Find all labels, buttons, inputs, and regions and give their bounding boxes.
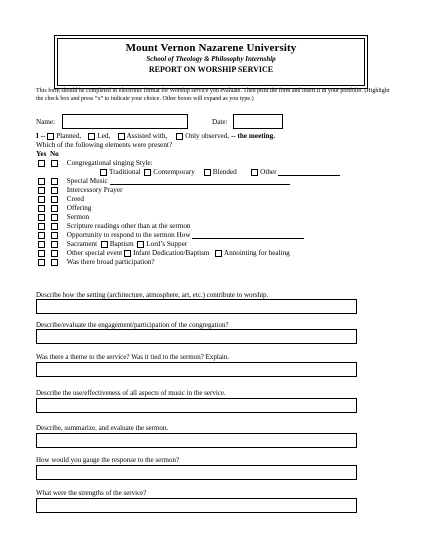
yes-checkbox[interactable] [38,178,45,185]
involvement-row [36,132,275,140]
no-checkbox[interactable] [51,205,58,212]
no-checkbox[interactable] [51,232,58,239]
answer-sermon[interactable] [36,433,357,448]
elements-question: Which of the following elements were present? [36,141,173,149]
intro-text: This form should be completed in electronic format for Worship service you evaluate. Then print the form and insert it in your portfolio. (Highlight the check box and press “x” to indicate your choice. Other boxes will expand as you type.) [36,88,390,102]
element-row-sacrament [38,240,187,248]
no-checkbox[interactable] [51,259,58,266]
element-label: Creed [66,195,84,203]
element-row-response [38,231,304,239]
yes-checkbox[interactable] [38,241,45,248]
name-label: Name: [36,118,56,126]
yes-checkbox[interactable] [38,232,45,239]
yes-checkbox[interactable] [38,160,45,167]
singing-styles-row [100,168,340,176]
no-checkbox[interactable] [51,214,58,221]
header-box [57,38,365,86]
element-row-special-event [38,249,290,257]
anointing-label: Annointing for healing [223,249,290,257]
assisted-checkbox[interactable] [118,133,125,140]
yes-checkbox[interactable] [38,187,45,194]
led-checkbox[interactable] [88,133,95,140]
element-label: Was there broad participation? [66,258,155,266]
element-row-singing [38,159,153,167]
lords-supper-checkbox[interactable] [137,241,144,248]
yes-checkbox[interactable] [38,223,45,230]
question-sermon: Describe, summarize, and evaluate the sermon. [36,424,169,432]
no-checkbox[interactable] [51,241,58,248]
name-field[interactable] [62,114,188,129]
answer-music[interactable] [36,398,357,413]
contemporary-label: Contemporary [153,168,195,176]
element-label: Special Music [66,177,108,185]
baptism-checkbox[interactable] [101,241,108,248]
involvement-suffix: -- the meeting. [230,132,276,140]
element-label: Offering [66,204,92,212]
element-label: Sacrament [66,240,98,248]
baptism-label: Baptism [109,240,134,248]
observed-checkbox[interactable] [176,133,183,140]
question-response: How would you gauge the response to the sermon? [36,456,180,464]
other-style-line[interactable] [278,169,340,176]
element-label: Congregational singing Style: [66,159,153,167]
traditional-checkbox[interactable] [100,169,107,176]
no-checkbox[interactable] [51,187,58,194]
no-checkbox[interactable] [51,178,58,185]
element-label: Other special event [66,249,123,257]
yes-checkbox[interactable] [38,214,45,221]
yes-checkbox[interactable] [38,250,45,257]
element-row-participation [38,258,155,266]
anointing-checkbox[interactable] [215,250,222,257]
yes-checkbox[interactable] [38,205,45,212]
infant-dedication-label: Infant Dedication/Baptism [133,249,210,257]
special-music-line[interactable] [110,178,290,185]
traditional-label: Traditional [109,168,141,176]
answer-theme[interactable] [36,362,357,377]
blended-label: Blended [212,168,237,176]
infant-dedication-checkbox[interactable] [124,250,131,257]
answer-response[interactable] [36,465,357,480]
yes-checkbox[interactable] [38,259,45,266]
question-music: Describe the use/effectiveness of all aspects of music in the service. [36,389,226,397]
contemporary-checkbox[interactable] [144,169,151,176]
question-setting: Describe how the setting (architecture, atmosphere, art, etc.) contribute to worship. [36,291,269,299]
involvement-lead: I -- [36,132,46,140]
yes-no-header [36,150,59,158]
answer-strengths[interactable] [36,498,357,513]
blended-checkbox[interactable] [204,169,211,176]
university-name: Mount Vernon Nazarene University [125,42,297,54]
other-style-checkbox[interactable] [251,169,258,176]
no-checkbox[interactable] [51,223,58,230]
element-row-sermon [38,213,89,221]
school-name: School of Theology & Philosophy Internship [146,55,276,63]
question-strengths: What were the strengths of the service? [36,489,147,497]
response-how-line[interactable] [192,232,304,239]
date-label: Date: [212,118,228,126]
element-row-special-music [38,177,290,185]
element-row-prayer [38,186,122,194]
question-theme: Was there a theme to the service? Was it tied to the sermon? Explain. [36,353,230,361]
answer-setting[interactable] [36,299,357,314]
lords-supper-label: Lord’s Supper [146,240,188,248]
no-checkbox[interactable] [51,160,58,167]
yes-label: Yes [36,150,47,158]
element-label: Intercessory Prayer [66,186,123,194]
assisted-label: Assisted with, [126,132,168,140]
no-label: No [49,150,59,158]
question-engagement: Describe/evaluate the engagement/participation of the congregation? [36,321,229,329]
report-title: REPORT ON WORSHIP SERVICE [148,65,274,74]
element-label: Scripture readings other than at the sermon [66,222,191,230]
no-checkbox[interactable] [51,196,58,203]
element-row-offering [38,204,91,212]
element-row-scripture [38,222,191,230]
answer-engagement[interactable] [36,329,357,344]
other-style-label: Other [260,168,277,176]
led-label: Led, [97,132,111,140]
element-label: Sermon [66,213,90,221]
planned-checkbox[interactable] [47,133,54,140]
observed-label: Only observed, [185,132,230,140]
yes-checkbox[interactable] [38,196,45,203]
element-row-creed [38,195,84,203]
no-checkbox[interactable] [51,250,58,257]
planned-label: Planned, [56,132,82,140]
date-field[interactable] [233,114,283,129]
element-label: Opportunity to respond to the sermon How [66,231,191,239]
